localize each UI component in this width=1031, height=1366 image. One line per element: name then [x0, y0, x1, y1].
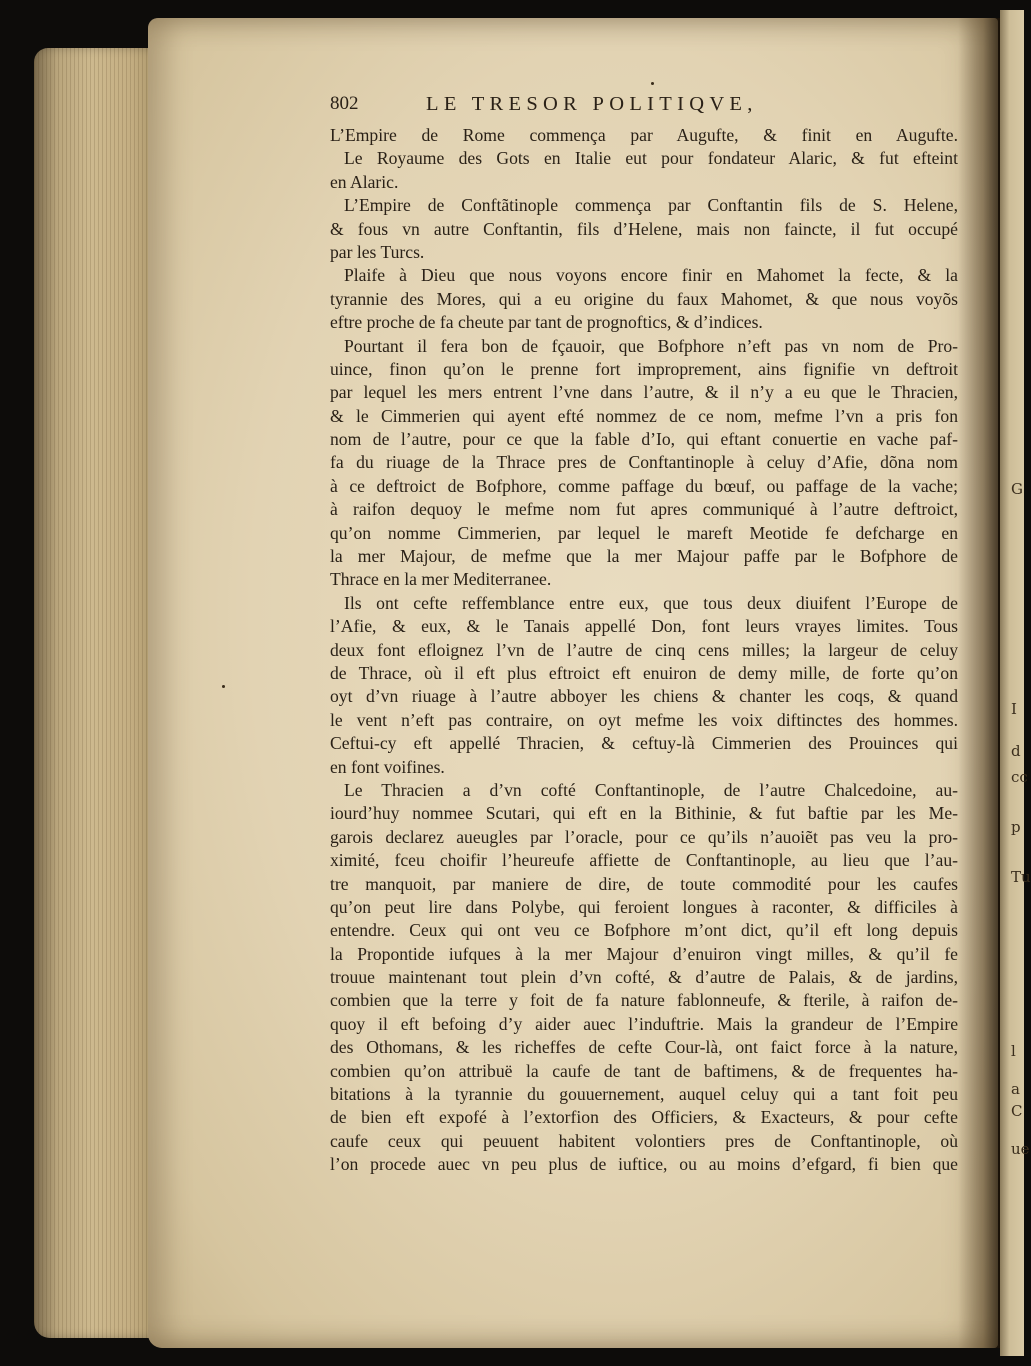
body-line: tyrannie des Mores, qui a eu origine du faux Mahomet, & que nous voyõs	[330, 288, 958, 309]
body-line: de Thrace, où il eft plus eftroict eft enuiron de demy mille, de forte qu’on	[330, 662, 958, 683]
body-line: oyt d’vn riuage à l’autre abboyer les chiens & chanter les coqs, & quand	[330, 686, 958, 707]
body-line: garois declarez aueugles par l’oracle, pour ce qu’ils n’auoiẽt pas veu la pro-	[330, 826, 958, 847]
body-line: L’Empire de Conftãtinople commença par Conftantin fils de S. Helene,	[344, 195, 958, 216]
body-line: deux font efloignez l’vn de l’autre de cinq cens milles; la largeur de celuy	[330, 639, 958, 660]
body-line: la Propontide iufques à la mer Majour d’enuiron vingt milles, & qu’il fe	[330, 943, 958, 964]
body-line: qu’on peut lire dans Polybe, qui feroient longues à raconter, & difficiles à	[330, 896, 958, 917]
body-line: à raifon dequoy le mefme nom fut apres communiqué à l’autre deftroict,	[330, 499, 958, 520]
facing-page-fragment: l	[1011, 1042, 1016, 1060]
body-line: tre manquoit, par maniere de dire, de toute commodité pour les caufes	[330, 873, 958, 894]
body-line: nom de l’autre, pour ce que la fable d’Io, qui eftant conuertie en vache paf-	[330, 429, 958, 450]
facing-page-fragment: Tu	[1011, 868, 1031, 886]
body-line: quoy il eft befoing d’y aider auec l’induftrie. Mais la grandeur de l’Empire	[330, 1013, 958, 1034]
body-line: eftre proche de fa cheute par tant de prognoftics, & d’indices.	[330, 312, 763, 333]
body-line: combien que la terre y foit de fa nature fablonneufe, & fterile, à raifon de-	[330, 990, 958, 1011]
facing-page-fragment: a	[1011, 1080, 1020, 1098]
body-line: trouue maintenant tout plein d’vn cofté, & d’autre de Palais, & de jardins,	[330, 967, 958, 988]
body-line: Thrace en la mer Mediterranee.	[330, 569, 552, 590]
body-line: iourd’huy nommee Scutari, qui eft en la Bithinie, & fut baftie par les Me-	[330, 803, 958, 824]
facing-page-fragment: G	[1011, 480, 1023, 498]
body-line: & le Cimmerien qui ayent efté nommez de ce nom, mefme l’vn a pris fon	[330, 405, 958, 426]
body-line: qu’on nomme Cimmerien, par lequel le mareft Meotide fe defcharge en	[330, 522, 958, 543]
body-line: l’Afie, & eux, & le Tanais appellé Don, font leurs vrayes limites. Tous	[330, 616, 958, 637]
body-line: en Alaric.	[330, 171, 399, 192]
body-line: Ils ont cefte reffemblance entre eux, que tous deux diuifent l’Europe de	[344, 592, 958, 613]
facing-page-fragment: p	[1011, 818, 1021, 836]
facing-page-fragment: ue	[1011, 1140, 1030, 1158]
body-line: combien qu’on attribuë la caufe de tant de baftimens, & de frequentes ha-	[330, 1060, 958, 1081]
body-line: par les Turcs.	[330, 241, 425, 262]
running-header	[330, 84, 958, 124]
body-line: des Othomans, & les richeffes de cefte Cour-là, ont faict force à la nature,	[330, 1037, 958, 1058]
facing-page-fragment: I	[1011, 700, 1017, 718]
body-line: à ce deftroict de Bofphore, comme paffage du bœuf, ou paffage de la vache;	[330, 475, 958, 496]
text-block	[330, 84, 958, 1177]
body-line: bitations à la tyrannie du gouuernement, auquel celuy qui a tant foit peu	[330, 1084, 958, 1105]
ink-speck	[222, 685, 225, 688]
body-line: l’on procede auec vn peu plus de iuftice, ou au moins d’efgard, fi bien que	[330, 1154, 958, 1175]
page-edge-stack	[34, 48, 162, 1338]
body-line: & fous vn autre Conftantin, fils d’Helene, mais non faincte, il fut occupé	[330, 218, 958, 239]
body-line: Le Royaume des Gots en Italie eut pour fondateur Alaric, & fut efteint	[344, 148, 958, 169]
running-title: LE TRESOR POLITIQVE,	[426, 93, 758, 115]
body-line: caufe ceux qui peuuent habitent volontiers pres de Conftantinople, où	[330, 1130, 958, 1151]
body-line: entendre. Ceux qui ont veu ce Bofphore m’ont dict, qu’il eft long depuis	[330, 920, 958, 941]
body-line: la mer Majour, de mefme que la mer Majour paffe par le Bofphore de	[330, 546, 958, 567]
body-line: de bien eft expofé à l’extorfion des Officiers, & Exacteurs, & pour cefte	[330, 1107, 958, 1128]
body-line: ximité, fceu choifir l’heureufe affiette de Conftantinople, au lieu que l’au-	[330, 850, 958, 871]
facing-page-fragment: d	[1011, 742, 1021, 760]
body-line: uince, finon qu’on le prenne fort improprement, ains fignifie vn deftroit	[330, 358, 958, 379]
body-line: Plaife à Dieu que nous voyons encore finir en Mahomet la fecte, & la	[344, 265, 958, 286]
facing-page-fragment: cc	[1011, 768, 1028, 786]
gutter-shadow	[958, 18, 1000, 1348]
body-line: par lequel les mers entrent l’vne dans l’autre, & il n’y a eu que le Thracien,	[330, 382, 958, 403]
facing-page-fragment: C	[1011, 1102, 1023, 1120]
body-line: L’Empire de Rome commença par Augufte, & finit en Augufte.	[330, 125, 958, 145]
body-line: fa du riuage de la Thrace pres de Conftantinople à celuy d’Afie, dõna nom	[330, 452, 958, 473]
body-line: Ceftui-cy eft appellé Thracien, & ceftuy-là Cimmerien des Prouinces qui	[330, 733, 958, 754]
body-line: Pourtant il fera bon de fçauoir, que Bofphore n’eft pas vn nom de Pro-	[344, 335, 958, 356]
page-number: 802	[330, 93, 359, 114]
body-line: Le Thracien a d’vn cofté Conftantinople, de l’autre Chalcedoine, au-	[344, 779, 958, 800]
body-line: le vent n’eft pas contraire, on oyt mefme les voix diftinctes des hommes.	[330, 709, 958, 730]
body-line: en font voifines.	[330, 756, 445, 777]
